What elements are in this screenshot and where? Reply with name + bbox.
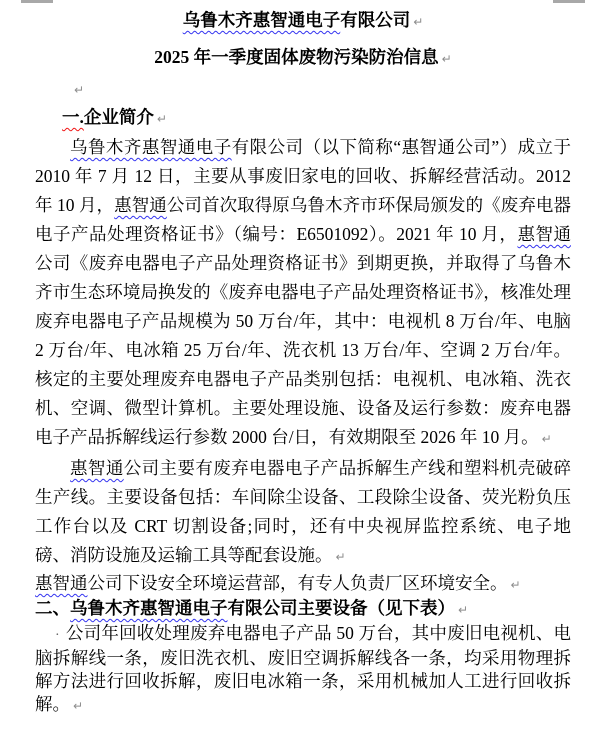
paragraph-mark-icon: ↵	[441, 52, 452, 66]
company-name-run: 乌鲁木齐惠智通电子	[70, 598, 228, 618]
text-run: 公司《废弃电器电子产品处理资格证书》到期更换，并取得了乌鲁木齐市生态环境局换发的《废弃电器电子产品处理资格证书》，核准处理废弃电器电子产品规模为 50 万台/年，其中：电视机 8 万台/年、电脑 2 万台/年、电冰箱 25 万台/年、洗衣机 13 万台/年、空调 2 万台/年。核定的主要处理废弃电器电子产品类别包括：电视机、电冰箱、洗衣机、空调、微型计算机。主要处理设施、设备及运行参数：废弃电器电子产品拆解线运行参数 2000 台/日，有效期限至 2026 年 10 月。	[35, 253, 571, 447]
section1-numbering: 一.	[62, 107, 84, 127]
section2-heading-text: 有限公司主要设备（见下表）	[227, 598, 455, 618]
paragraph-mark-icon: ↵	[156, 112, 167, 126]
paragraph-mark-icon: ↵	[510, 578, 521, 592]
paragraph-safety-department	[35, 572, 571, 597]
paragraph-mark-icon: ↵	[413, 15, 424, 29]
company-shortname-run: 惠智通	[70, 458, 124, 478]
space-mark-icon: ·	[55, 628, 60, 643]
company-shortname-run: 惠智通	[114, 195, 167, 215]
text-run: 公司主要有废弃电器电子产品拆解生产线和塑料机壳破碎生产线。主要设备包括：车间除尘设备、工段除尘设备、荧光粉负压工作台以及 CRT 切割设备;同时，还有中央视屏监控系统、电子地磅、消防设施及运输工具等配套设施。	[35, 458, 572, 565]
paragraph-mark-icon: ↵	[458, 603, 469, 617]
paragraph-production-lines	[35, 454, 571, 572]
text-run: 公司首次取得原乌鲁木齐市环保局颁发的《废弃电器电子产品处理资格证书》（编号：E6501092）。2021 年 10 月，	[35, 195, 572, 244]
paragraph-recycling-capacity	[35, 622, 571, 718]
title-company-suffix: 有限公司	[340, 10, 411, 30]
section1-heading	[35, 104, 571, 133]
section2-numbering: 二、	[35, 598, 70, 618]
section2-heading	[35, 597, 571, 622]
title-report-name: 2025 年一季度固体废物污染防治信息	[154, 47, 439, 67]
paragraph-mark-icon: ↵	[541, 432, 552, 446]
paragraph-company-intro	[35, 133, 571, 454]
document-title-line1	[35, 3, 571, 40]
document-content	[35, 3, 571, 718]
section1-heading-text: 企业简介	[83, 107, 154, 127]
paragraph-mark-icon: ↵	[73, 699, 84, 713]
company-shortname-run: 惠智通	[35, 573, 88, 593]
company-shortname-run: 惠智通	[517, 224, 571, 244]
paragraph-mark-icon: ↵	[74, 83, 85, 97]
title-company-name: 乌鲁木齐惠智通电子	[182, 10, 341, 30]
text-run: 公司年回收处理废弃电器电子产品 50 万台，其中废旧电视机、电脑拆解线一条，废旧洗衣机、废旧空调拆解线各一条，均采用物理拆解方法进行回收拆解，废旧电冰箱一条，采用机械加人工进行回收拆解。	[35, 623, 571, 714]
text-run: 公司下设安全环境运营部，有专人负责厂区环境安全。	[87, 573, 508, 593]
company-name-run: 乌鲁木齐惠智通电子	[70, 137, 232, 157]
document-title-line2	[35, 40, 571, 77]
empty-paragraph	[35, 77, 571, 102]
text-run: 有限公司（以下简称“惠智通公司”）成立于 2010 年 7 月 12 日，主要从事废旧家电的回收、拆解经营活动。2012 年 10 月，	[35, 137, 571, 215]
paragraph-mark-icon: ↵	[335, 550, 346, 564]
